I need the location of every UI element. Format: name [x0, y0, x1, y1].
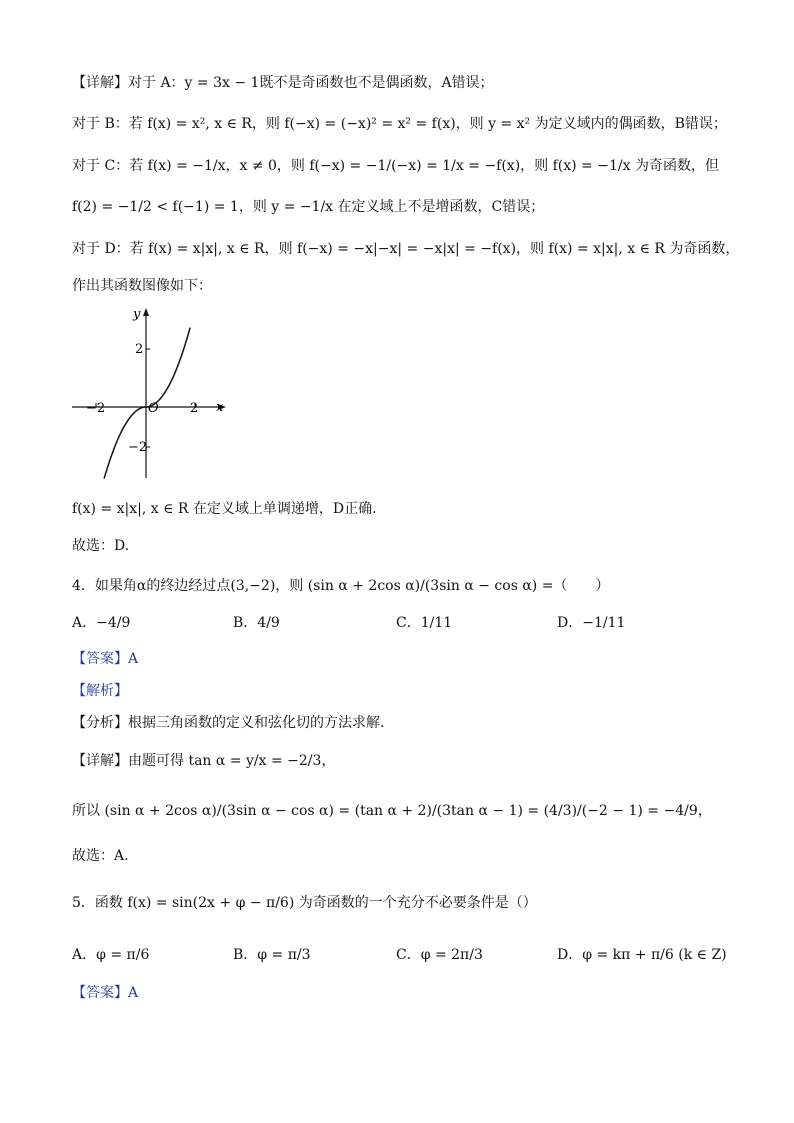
question-5: 5．函数 f(x) = sin(2x + φ − π/6) 为奇函数的一个充分不必要条件是（） [72, 895, 537, 911]
q5-option-b: B．φ = π/3 [233, 947, 311, 963]
tick-label-x-pos: 2 [190, 401, 199, 416]
y-axis-label: y [133, 307, 141, 322]
q5-option-c: C．φ = 2π/3 [396, 947, 483, 963]
choice-d: 故选：D. [72, 538, 130, 554]
detail-line-d: 对于 D：若 f(x) = x|x|, x ∈ R，则 f(−x) = −x|−x| = −x|x| = −f(x)，则 f(x) = x|x|, x ∈ R 为奇函数， [72, 241, 740, 257]
y-axis-arrow [143, 308, 149, 316]
detail-line-c2: f(2) = −1/2 < f(−1) = 1，则 y = −1/x 在定义域上不是增函数，C错误； [72, 199, 545, 215]
tick-label-y-pos: 2 [135, 342, 144, 357]
q4-option-b: B．4/9 [233, 615, 280, 631]
detail-calc: 所以 (sin α + 2cos α)/(3sin α − cos α) = (tan α + 2)/(3tan α − 1) = (4/3)/(−2 − 1) = −4/9， [72, 803, 712, 819]
function-graph [66, 300, 236, 485]
q4-option-a: A．−4/9 [72, 615, 131, 631]
analysis-heading: 【解析】 [72, 683, 128, 699]
detail-line-b: 对于 B：若 f(x) = x², x ∈ R，则 f(−x) = (−x)² = x² = f(x)，则 y = x² 为定义域内的偶函数，B错误； [72, 116, 727, 132]
answer-4: 【答案】A [72, 651, 139, 667]
q5-option-d: D．φ = kπ + π/6 (k ∈ Z) [557, 947, 727, 963]
q4-option-d: D．−1/11 [557, 615, 626, 631]
analysis-line: 【分析】根据三角函数的定义和弦化切的方法求解. [72, 715, 385, 731]
graph-intro: 作出其函数图像如下： [72, 278, 212, 294]
question-4: 4．如果角α的终边经过点(3,−2)，则 (sin α + 2cos α)/(3sin α − cos α) =（ ） [72, 578, 610, 594]
origin-label: O [148, 401, 159, 416]
detail-tan: 【详解】由题可得 tan α = y/x = −2/3， [72, 753, 336, 769]
monotonic-line: f(x) = x|x|, x ∈ R 在定义域上单调递增，D正确. [72, 501, 377, 517]
answer-5: 【答案】A [72, 985, 139, 1001]
tick-label-y-neg: −2 [128, 440, 148, 455]
detail-line-c: 对于 C：若 f(x) = −1/x，x ≠ 0，则 f(−x) = −1/(−x) = 1/x = −f(x)，则 f(x) = −1/x 为奇函数，但 [72, 158, 719, 174]
choice-a: 故选：A. [72, 848, 129, 864]
x-axis-label: x [216, 400, 224, 415]
detail-line-a: 【详解】对于 A：y = 3x − 1既不是奇函数也不是偶函数，A错误； [72, 75, 494, 91]
tick-label-x-neg: −2 [86, 401, 106, 416]
q5-option-a: A．φ = π/6 [72, 947, 150, 963]
q4-option-c: C．1/11 [396, 615, 453, 631]
